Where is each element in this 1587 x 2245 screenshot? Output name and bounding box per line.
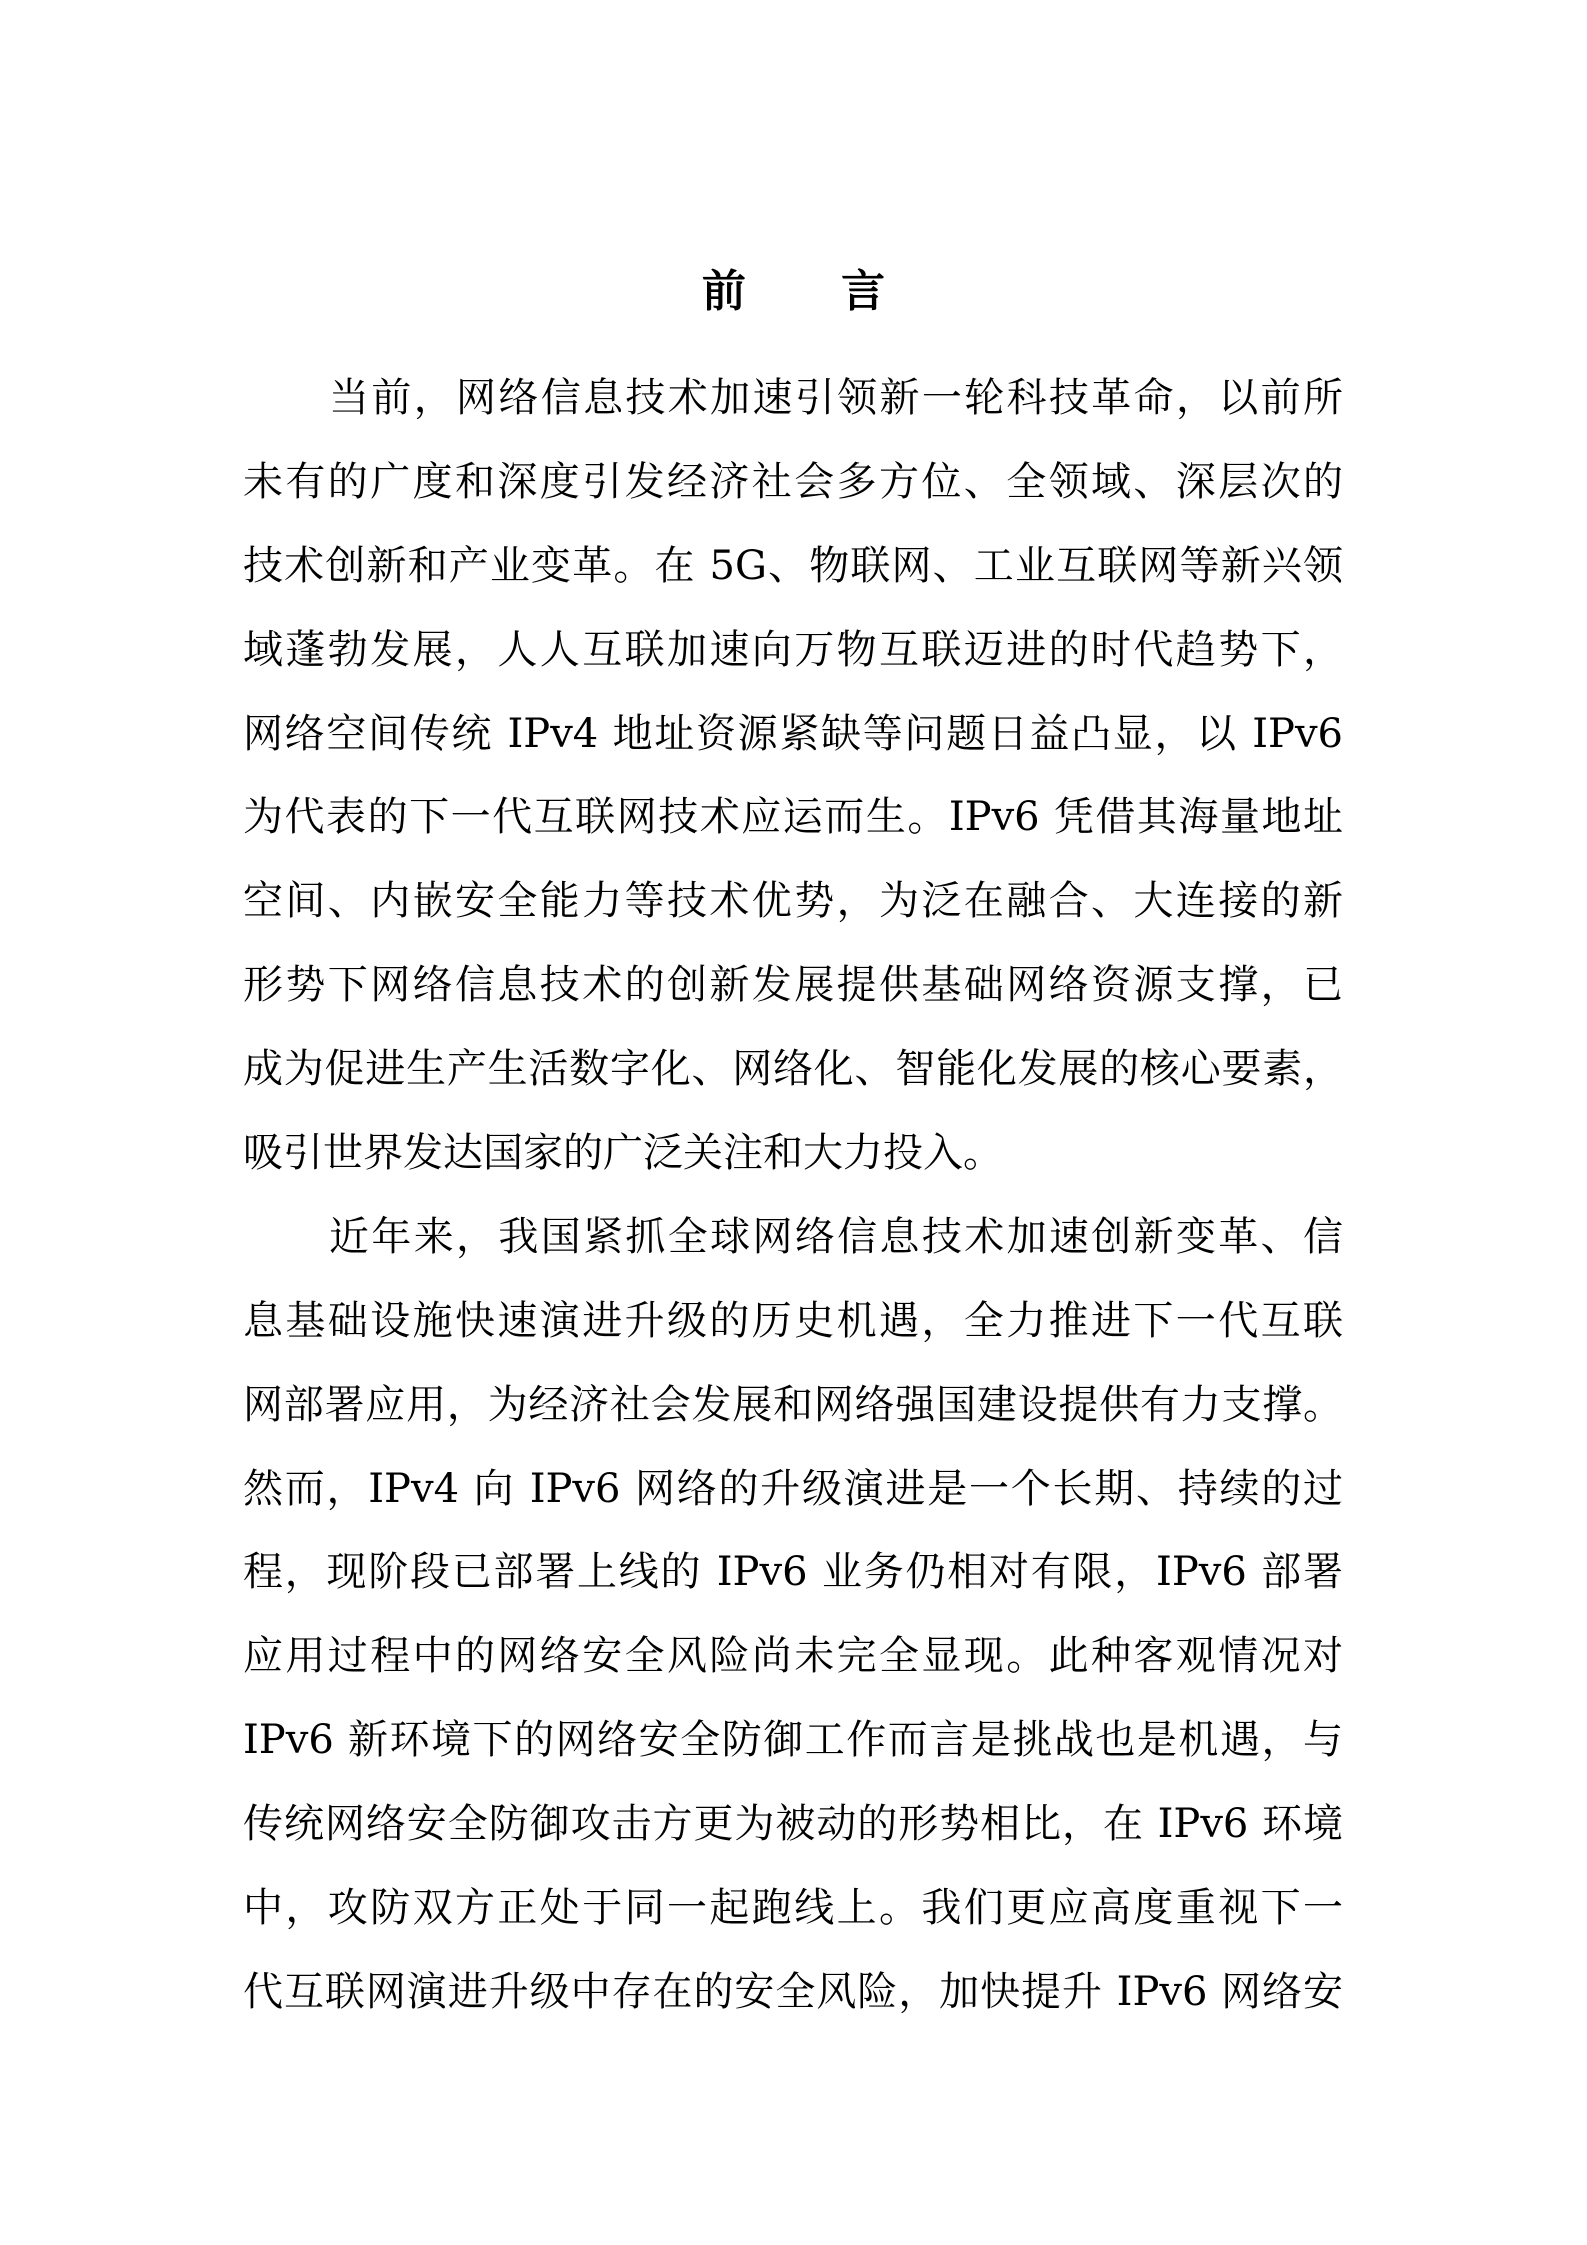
paragraph-line: 技术创新和产业变革。在 5G、物联网、工业互联网等新兴领 — [243, 542, 1343, 589]
paragraph-line: 域蓬勃发展，人人互联加速向万物互联迈进的时代趋势下， — [243, 626, 1343, 673]
paragraph-line: 程，现阶段已部署上线的 IPv6 业务仍相对有限，IPv6 部署 — [243, 1549, 1343, 1596]
paragraph-line: 应用过程中的网络安全风险尚未完全显现。此种客观情况对 — [243, 1633, 1343, 1680]
paragraph-line: 然而，IPv4 向 IPv6 网络的升级演进是一个长期、持续的过 — [243, 1465, 1343, 1512]
page-title: 前 言 — [701, 266, 926, 317]
paragraph-line: IPv6 新环境下的网络安全防御工作而言是挑战也是机遇，与 — [243, 1717, 1343, 1764]
paragraph-line: 成为促进生产生活数字化、网络化、智能化发展的核心要素， — [243, 1046, 1343, 1093]
paragraph-line: 为代表的下一代互联网技术应运而生。IPv6 凭借其海量地址 — [243, 794, 1343, 841]
paragraph-line: 传统网络安全防御攻击方更为被动的形势相比，在 IPv6 环境 — [243, 1801, 1343, 1848]
paragraph-line: 近年来，我国紧抓全球网络信息技术加速创新变革、信 — [329, 1213, 1343, 1260]
paragraph-line: 代互联网演进升级中存在的安全风险，加快提升 IPv6 网络安 — [243, 1968, 1343, 2015]
paragraph-line: 中，攻防双方正处于同一起跑线上。我们更应高度重视下一 — [243, 1885, 1343, 1932]
paragraph-line: 形势下网络信息技术的创新发展提供基础网络资源支撑，已 — [243, 962, 1343, 1009]
paragraph-line: 空间、内嵌安全能力等技术优势，为泛在融合、大连接的新 — [243, 878, 1343, 925]
paragraph-line: 当前，网络信息技术加速引领新一轮科技革命，以前所 — [329, 375, 1343, 421]
paragraph-line: 网络空间传统 IPv4 地址资源紧缺等问题日益凸显，以 IPv6 — [243, 710, 1343, 757]
paragraph-line: 吸引世界发达国家的广泛关注和大力投入。 — [243, 1130, 1003, 1177]
document-body — [243, 357, 1343, 2035]
paragraph-line: 未有的广度和深度引发经济社会多方位、全领域、深层次的 — [243, 458, 1343, 505]
paragraph-line: 网部署应用，为经济社会发展和网络强国建设提供有力支撑。 — [243, 1381, 1343, 1428]
paragraph-line: 息基础设施快速演进升级的历史机遇，全力推进下一代互联 — [243, 1297, 1343, 1344]
